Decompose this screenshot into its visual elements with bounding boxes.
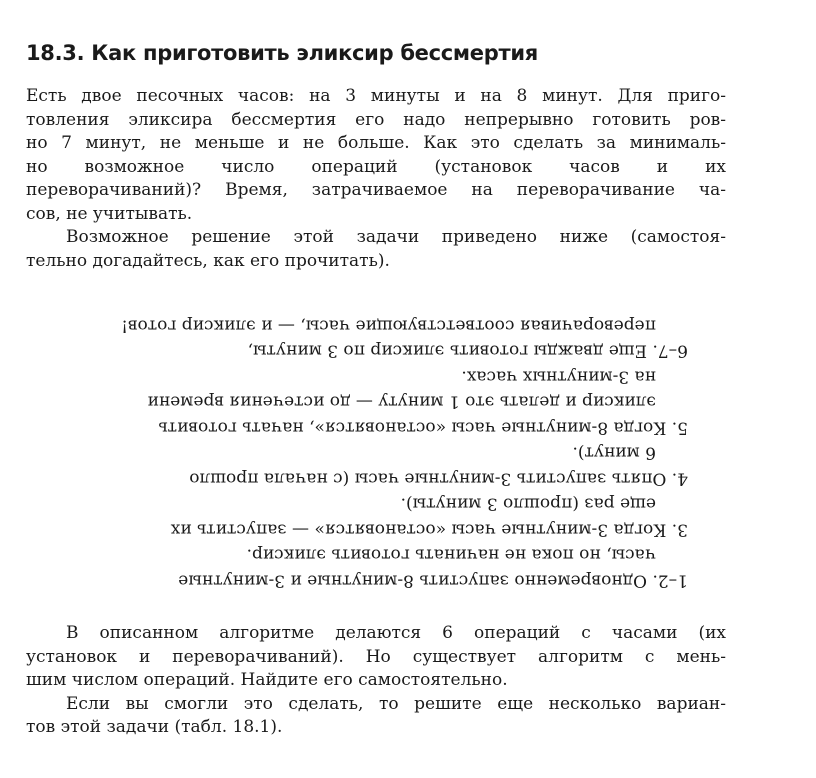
hint-line: тельно догадайтесь, как его прочитать). xyxy=(26,250,390,271)
closing-line: шим числом операций. Найдите его самостоятельно. xyxy=(26,670,508,690)
solution-line: 1–2. Одновременно запустить 8-минутные и 3-минутные xyxy=(178,570,688,591)
hint-paragraph xyxy=(26,226,726,273)
solution-line: еще раз (прошло 3 минуты). xyxy=(400,494,656,514)
intro-line: сов, не учитывать. xyxy=(26,203,193,224)
upside-down-solution xyxy=(28,312,688,593)
solution-line: 3. Когда 3-минутные часы «остановятся» — запустить их xyxy=(170,519,688,540)
hint-line: Возможное решение этой задачи приведено ниже (самостоя- xyxy=(66,227,726,247)
solution-line: 6–7. Еще дважды готовить эликсир по 3 минуты, xyxy=(247,341,688,361)
closing-line: Если вы смогли это сделать, то решите еще несколько вариан- xyxy=(66,693,726,714)
intro-line: переворачиваний)? Время, затрачиваемое на переворачивание ча- xyxy=(26,180,726,200)
closing-line: тов этой задачи (табл. 18.1). xyxy=(26,717,283,737)
solution-line: эликсир и делать это 1 минуту — до истечения времени xyxy=(147,392,656,412)
solution-line: на 3-минутных часах. xyxy=(461,366,656,387)
document-page xyxy=(26,38,726,273)
solution-line: часы, но пока не начинать готовить эликсир. xyxy=(246,545,656,565)
intro-line: но возможное число операций (установок часов и их xyxy=(26,156,726,177)
closing-paragraph-2 xyxy=(26,693,726,740)
solution-line: 4. Опять запустить 3-минутные часы (с начала прошло xyxy=(189,468,688,489)
closing-line: В описанном алгоритме делаются 6 операций с часами (их xyxy=(66,623,726,643)
solution-line: 5. Когда 8-минутные часы «остановятся», начать готовить xyxy=(158,417,688,438)
solution-line: 6 минут). xyxy=(572,443,656,463)
intro-line: Есть двое песочных часов: на 3 минуты и на 8 минут. Для приго- xyxy=(26,86,726,106)
closing-section xyxy=(26,622,726,740)
section-title: 18.3. Как приготовить эликсир бессмертия xyxy=(26,41,538,65)
intro-line: товления эликсира бессмертия его надо непрерывно готовить ров- xyxy=(26,109,726,130)
closing-line: установок и переворачиваний). Но существует алгоритм с мень- xyxy=(26,646,726,667)
intro-line: но 7 минут, не меньше и не больше. Как это сделать за минималь- xyxy=(26,133,726,153)
solution-line: переворачивая соответствующие часы, — и эликсир готов! xyxy=(121,315,656,336)
intro-paragraph xyxy=(26,85,726,226)
closing-paragraph-1 xyxy=(26,622,726,693)
